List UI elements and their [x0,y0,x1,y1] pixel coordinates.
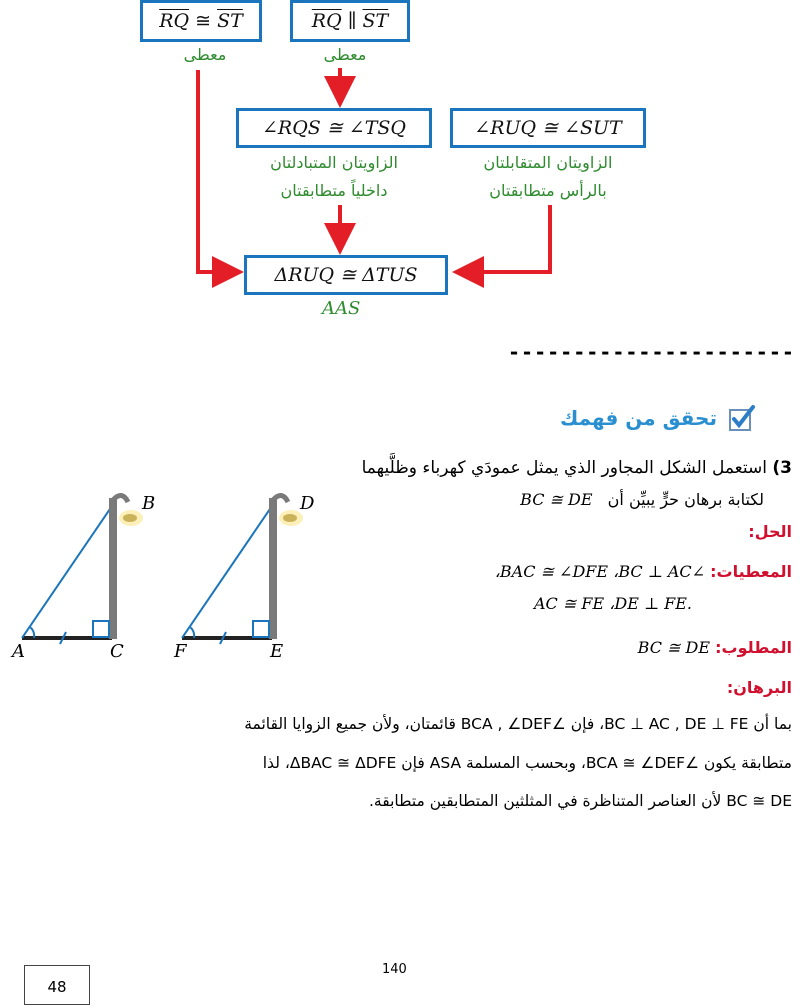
reason-vertical-line2: بالرأس متطابقتان [489,181,607,200]
exercise-number: 3) [772,458,792,478]
conclusion-reason: AAS [322,298,361,319]
reason-vertical-line1: الزاويتان المتقابلتان [483,153,613,172]
givens-line-2: .AC ≅ FE ،DE ⊥ FE [533,594,692,613]
reason-alternate-line1: الزاويتان المتبادلتان [270,153,398,172]
required-math: BC ≅ DE [637,638,711,657]
triangle-def [182,495,303,644]
page-number: 140 [382,962,407,977]
triangle-abc [22,495,143,644]
poles-figure [0,488,340,668]
exercise-line-1 [362,458,792,478]
pole-bc [109,498,117,639]
label-d: D [300,493,315,514]
arrow-right-to-conclusion [460,205,550,272]
required-label: المطلوب: [715,638,792,657]
checkbox-icon [727,403,757,433]
label-e: E [270,641,284,662]
given-box-congruent: $\overline{RQ}$ ≅ $\overline{ST}$ [140,0,262,42]
section-divider: ---------------------- [508,340,795,364]
arrow-left-to-conclusion [198,70,236,272]
solution-label: الحل: [748,522,792,541]
given-box-parallel: $\overline{RQ}$ ∥ $\overline{ST}$ [290,0,410,42]
given-label-1: معطى [183,45,227,64]
givens-math-1: ∠BAC ≅ ∠DFE ،BC ⊥ AC، [494,562,706,581]
label-a: A [12,641,25,662]
label-c: C [110,641,124,662]
given-label-2: معطى [323,45,367,64]
givens-line-1 [495,562,792,581]
flowchart-arrows [0,0,800,330]
givens-label: المعطيات: [710,562,792,581]
proof-line-3: BC ≅ DE لأن العناصر المتناظرة في المثلثين المتطابقين متطابقة. [369,792,792,810]
check-header [560,400,792,436]
label-f: F [174,641,187,662]
conclusion-box: ΔRUQ ≅ ΔTUS [244,255,448,295]
vertical-angles-box: ∠RUQ ≅ ∠SUT [450,108,646,148]
side-number-box [24,965,90,1005]
required-line [638,638,792,657]
label-b: B [142,493,156,514]
proof-line-2: متطابقة يكون ∠BCA ≅ ∠DEF، وبحسب المسلمة ASA فإن ΔBAC ≅ ΔDFE، لذا [262,754,792,772]
proof-line-1: بما أن BC ⊥ AC , DE ⊥ FE، فإن ∠BCA , ∠DEF قائمتان، ولأن جميع الزوايا القائمة [244,715,792,733]
exercise-text-2: لكتابة برهان حرٍّ يبيِّن أن [607,490,764,509]
proof-label: البرهان: [726,678,792,697]
side-number: 48 [47,978,67,996]
reason-alternate-line2: داخلياً متطابقتان [280,181,388,200]
exercise-text-1: استعمل الشكل المجاور الذي يمثل عمودَي كهرباء وظلَّيهما [361,458,767,478]
exercise-line-2 [520,490,764,509]
pole-de [269,498,277,639]
check-title: تحقق من فهمك [560,406,717,430]
exercise-math-2: BC ≅ DE [520,490,593,509]
alternate-angles-box: ∠RQS ≅ ∠TSQ [236,108,432,148]
